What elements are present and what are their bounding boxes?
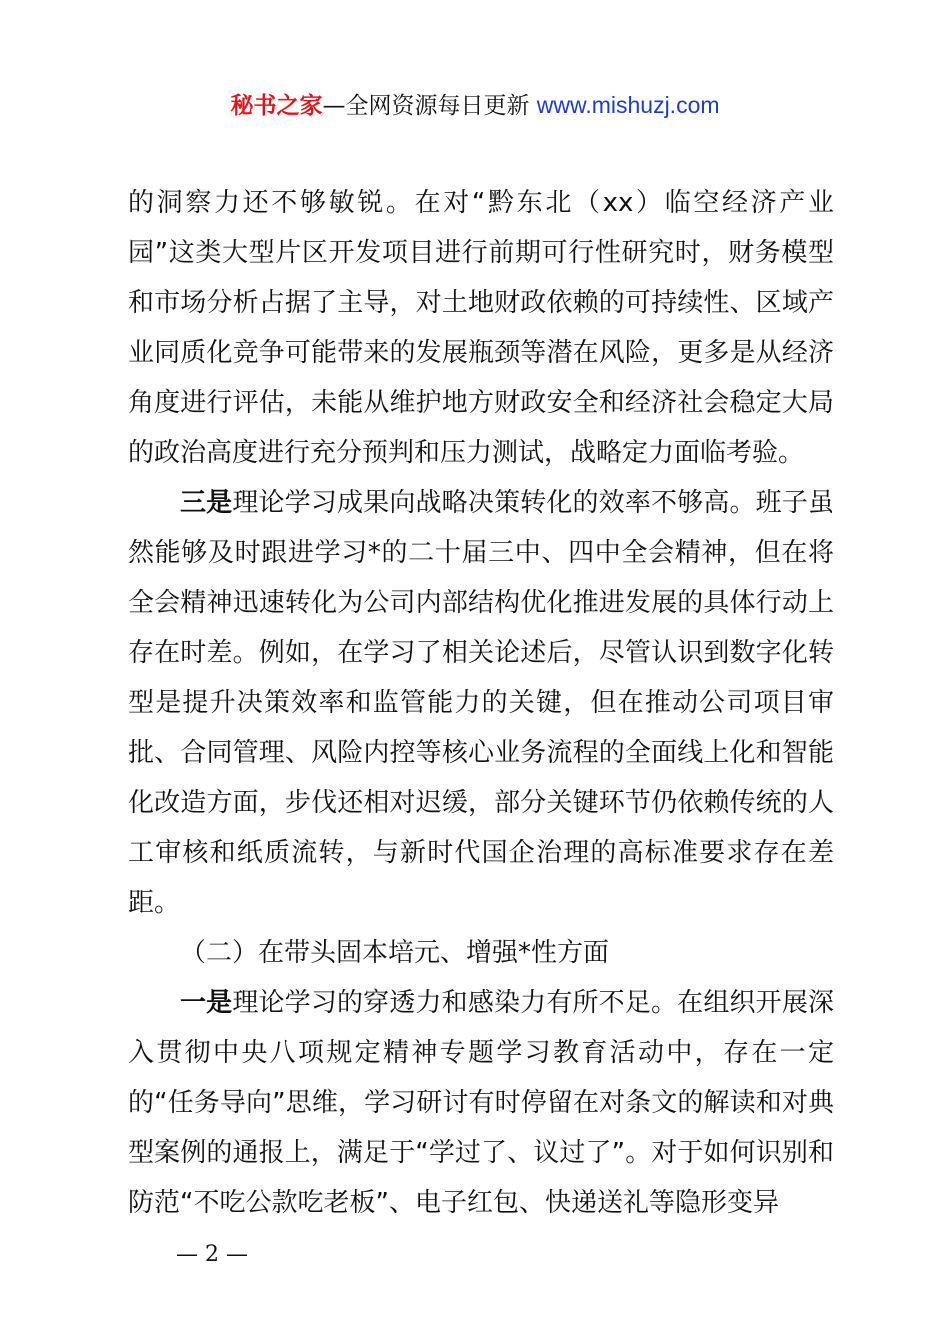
page-number: — 2 — [176,1242,248,1267]
paragraph-text: 理论学习成果向战略决策转化的效率不够高。班子虽然能够及时跟进学习*的二十届三中、四中全会精神，但在将全会精神迅速转化为公司内部结构优化推进发展的具体行动上存在时差。例如，在学习了相关论述后，尽管认识到数字化转型是提升决策效率和监管能力的关键，但在推动公司项目审批、合同管理、风险内控等核心业务流程的全面线上化和智能化改造方面，步伐还相对迟缓，部分关键环节仍依赖传统的人工审核和纸质流转，与新时代国企治理的高标准要求存在差距。 [128,488,834,918]
paragraph-point-one [128,978,834,1228]
document-body [128,178,834,1228]
section-heading: （二）在带头固本培元、增强*性方面 [180,938,610,968]
paragraph-continued: 的洞察力还不够敏锐。在对“黔东北（xx）临空经济产业园”这类大型片区开发项目进行前期可行性研究时，财务模型和市场分析占据了主导，对土地财政依赖的可持续性、区域产业同质化竞争可能带来的发展瓶颈等潜在风险，更多是从经济角度进行评估，未能从维护地方财政安全和经济社会稳定大局的政治高度进行充分预判和压力测试，战略定力面临考验。 [128,188,834,468]
paragraph-point-three [128,478,834,928]
paragraph-lead: 三是 [180,488,233,518]
paragraph-text: 理论学习的穿透力和感染力有所不足。在组织开展深入贯彻中央八项规定精神专题学习教育活动中，存在一定的“任务导向”思维，学习研讨有时停留在对条文的解读和对典型案例的通报上，满足于“学过了、议过了”。对于如何识别和防范“不吃公款吃老板”、电子红包、快递送礼等隐形变异 [128,988,834,1218]
banner-tagline: —全网资源每日更新 [322,93,537,119]
brand-name: 秘书之家 [230,93,323,119]
site-url: www.mishuzj.com [536,92,720,118]
site-banner [0,88,950,123]
paragraph-lead: 一是 [180,988,233,1018]
